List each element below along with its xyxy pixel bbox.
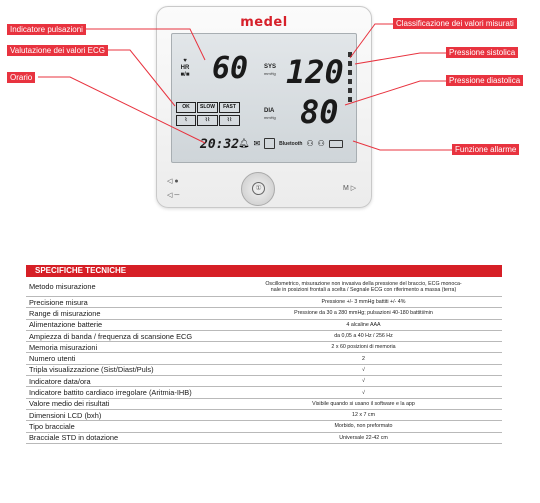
spec-value: Morbido, non preformato — [225, 421, 502, 432]
spec-value: 2 x 60 posizioni di memoria — [225, 342, 502, 353]
spec-key: Precisione misura — [26, 297, 225, 308]
ecg-wave-box-1: ⌇ — [176, 115, 196, 126]
spec-table — [26, 265, 502, 444]
spec-row — [26, 342, 502, 353]
callout-ecg-evaluation: Valutazione dei valori ECG — [7, 45, 108, 56]
spec-key: Numero utenti — [26, 353, 225, 364]
spec-row — [26, 398, 502, 409]
leader-alarm — [353, 141, 452, 150]
spec-key: Metodo misurazione — [26, 277, 225, 297]
spec-key: Valore medio dei risultati — [26, 398, 225, 409]
spec-key: Tripla visualizzazione (Sist/Diast/Puls) — [26, 364, 225, 375]
ecg-fast-box: FAST — [219, 102, 240, 113]
diastolic-value: 80 — [300, 93, 339, 131]
leader-ecg — [104, 50, 175, 106]
spec-value: √ — [225, 376, 502, 387]
leader-systolic — [355, 53, 446, 64]
spec-key: Dimensioni LCD (bxh) — [26, 409, 225, 420]
power-icon: ① — [252, 182, 265, 195]
ecg-wave-box-3: ⌇⌇ — [219, 115, 240, 126]
leader-diastolic — [345, 81, 446, 105]
callout-classification: Classificazione dei valori misurati — [393, 18, 517, 29]
callout-diastolic: Pressione diastolica — [446, 75, 523, 86]
bluetooth-label: Bluetooth — [279, 140, 303, 147]
spec-value-line-1: Oscillometrico, misurazione non invasiva della pressione del braccio, ECG monoca- — [265, 280, 462, 287]
ecg-wave-box-2: ⌇⌇ — [197, 115, 218, 126]
spec-row — [26, 421, 502, 432]
memory-button[interactable]: M ▷ — [343, 185, 357, 192]
spec-value: Pressione da 30 a 280 mmHg; pulsazioni 40-180 battiti/min — [225, 308, 502, 319]
spec-row — [26, 376, 502, 387]
hr-text: HR — [180, 65, 190, 71]
user-1-icon: ⚇ — [306, 139, 314, 148]
spec-key: Alimentazione batterie — [26, 319, 225, 330]
left-control-upper[interactable]: ◁ ● — [167, 178, 179, 185]
leader-time — [38, 77, 205, 143]
systolic-value: 120 — [286, 53, 344, 91]
spec-key: Memoria misurazioni — [26, 342, 225, 353]
envelope-icon: ✉ — [253, 139, 261, 148]
spec-row — [26, 330, 502, 341]
spec-value: 2 — [225, 353, 502, 364]
leader-classification — [350, 24, 393, 58]
spec-row — [26, 409, 502, 420]
callout-time: Orario — [7, 72, 35, 83]
spec-key: Indicatore battito cardiaco irregolare (Aritmia-IHB) — [26, 387, 225, 398]
spec-value: √ — [225, 387, 502, 398]
hr-unit: ■/■ — [180, 72, 190, 78]
spec-row — [26, 277, 502, 297]
spec-value — [225, 277, 502, 297]
spec-row — [26, 308, 502, 319]
spec-row — [26, 297, 502, 308]
spec-table-title: SPECIFICHE TECNICHE — [26, 265, 502, 277]
spec-rows — [26, 277, 502, 444]
ecg-slow-box: SLOW — [197, 102, 218, 113]
brand-logo: medel — [240, 15, 288, 30]
spec-key: Indicatore data/ora — [26, 376, 225, 387]
spec-row — [26, 387, 502, 398]
spec-value: Universale 22-42 cm — [225, 432, 502, 443]
alarm-bell-icon: 🔔︎ — [238, 138, 250, 148]
callout-pulse-indicator: Indicatore pulsazioni — [7, 24, 86, 35]
spec-key: Bracciale STD in dotazione — [26, 432, 225, 443]
spec-value: √ — [225, 364, 502, 375]
spec-value: 4 alcaline AAA — [225, 319, 502, 330]
spec-row — [26, 353, 502, 364]
spec-value: 12 x 7 cm — [225, 409, 502, 420]
user-2-icon: ⚇ — [317, 139, 325, 148]
spec-value: da 0,05 a 40 Hz / 256 Hz — [225, 330, 502, 341]
spec-key: Tipo bracciale — [26, 421, 225, 432]
left-control-lower[interactable]: ◁ ─ — [167, 192, 180, 199]
spec-value: Visibile quando si usano il software e la app — [225, 398, 502, 409]
spec-key: Range di misurazione — [26, 308, 225, 319]
callout-systolic: Pressione sistolica — [446, 47, 518, 58]
ecg-ok-box: OK — [176, 102, 196, 113]
spec-value-line-2: nale in posizioni frontali a scelta / Segnale ECG con riferimento a massa (terra) — [270, 286, 457, 293]
dia-label: DIA — [264, 108, 275, 114]
heart-icon: ♥ — [183, 58, 187, 64]
spec-row — [26, 364, 502, 375]
spec-row — [26, 432, 502, 443]
pulse-value: 60 — [212, 51, 249, 86]
time-display: 20:32 — [200, 137, 240, 152]
spec-value: Pressione +/- 3 mmHg battiti +/- 4% — [225, 297, 502, 308]
spec-row — [26, 319, 502, 330]
callout-alarm: Funzione allarme — [452, 144, 519, 155]
dia-unit: mmHg — [264, 115, 276, 120]
sys-label: SYS — [264, 64, 277, 70]
sys-unit: mmHg — [264, 71, 276, 76]
spec-key: Ampiezza di banda / frequenza di scansione ECG — [26, 330, 225, 341]
